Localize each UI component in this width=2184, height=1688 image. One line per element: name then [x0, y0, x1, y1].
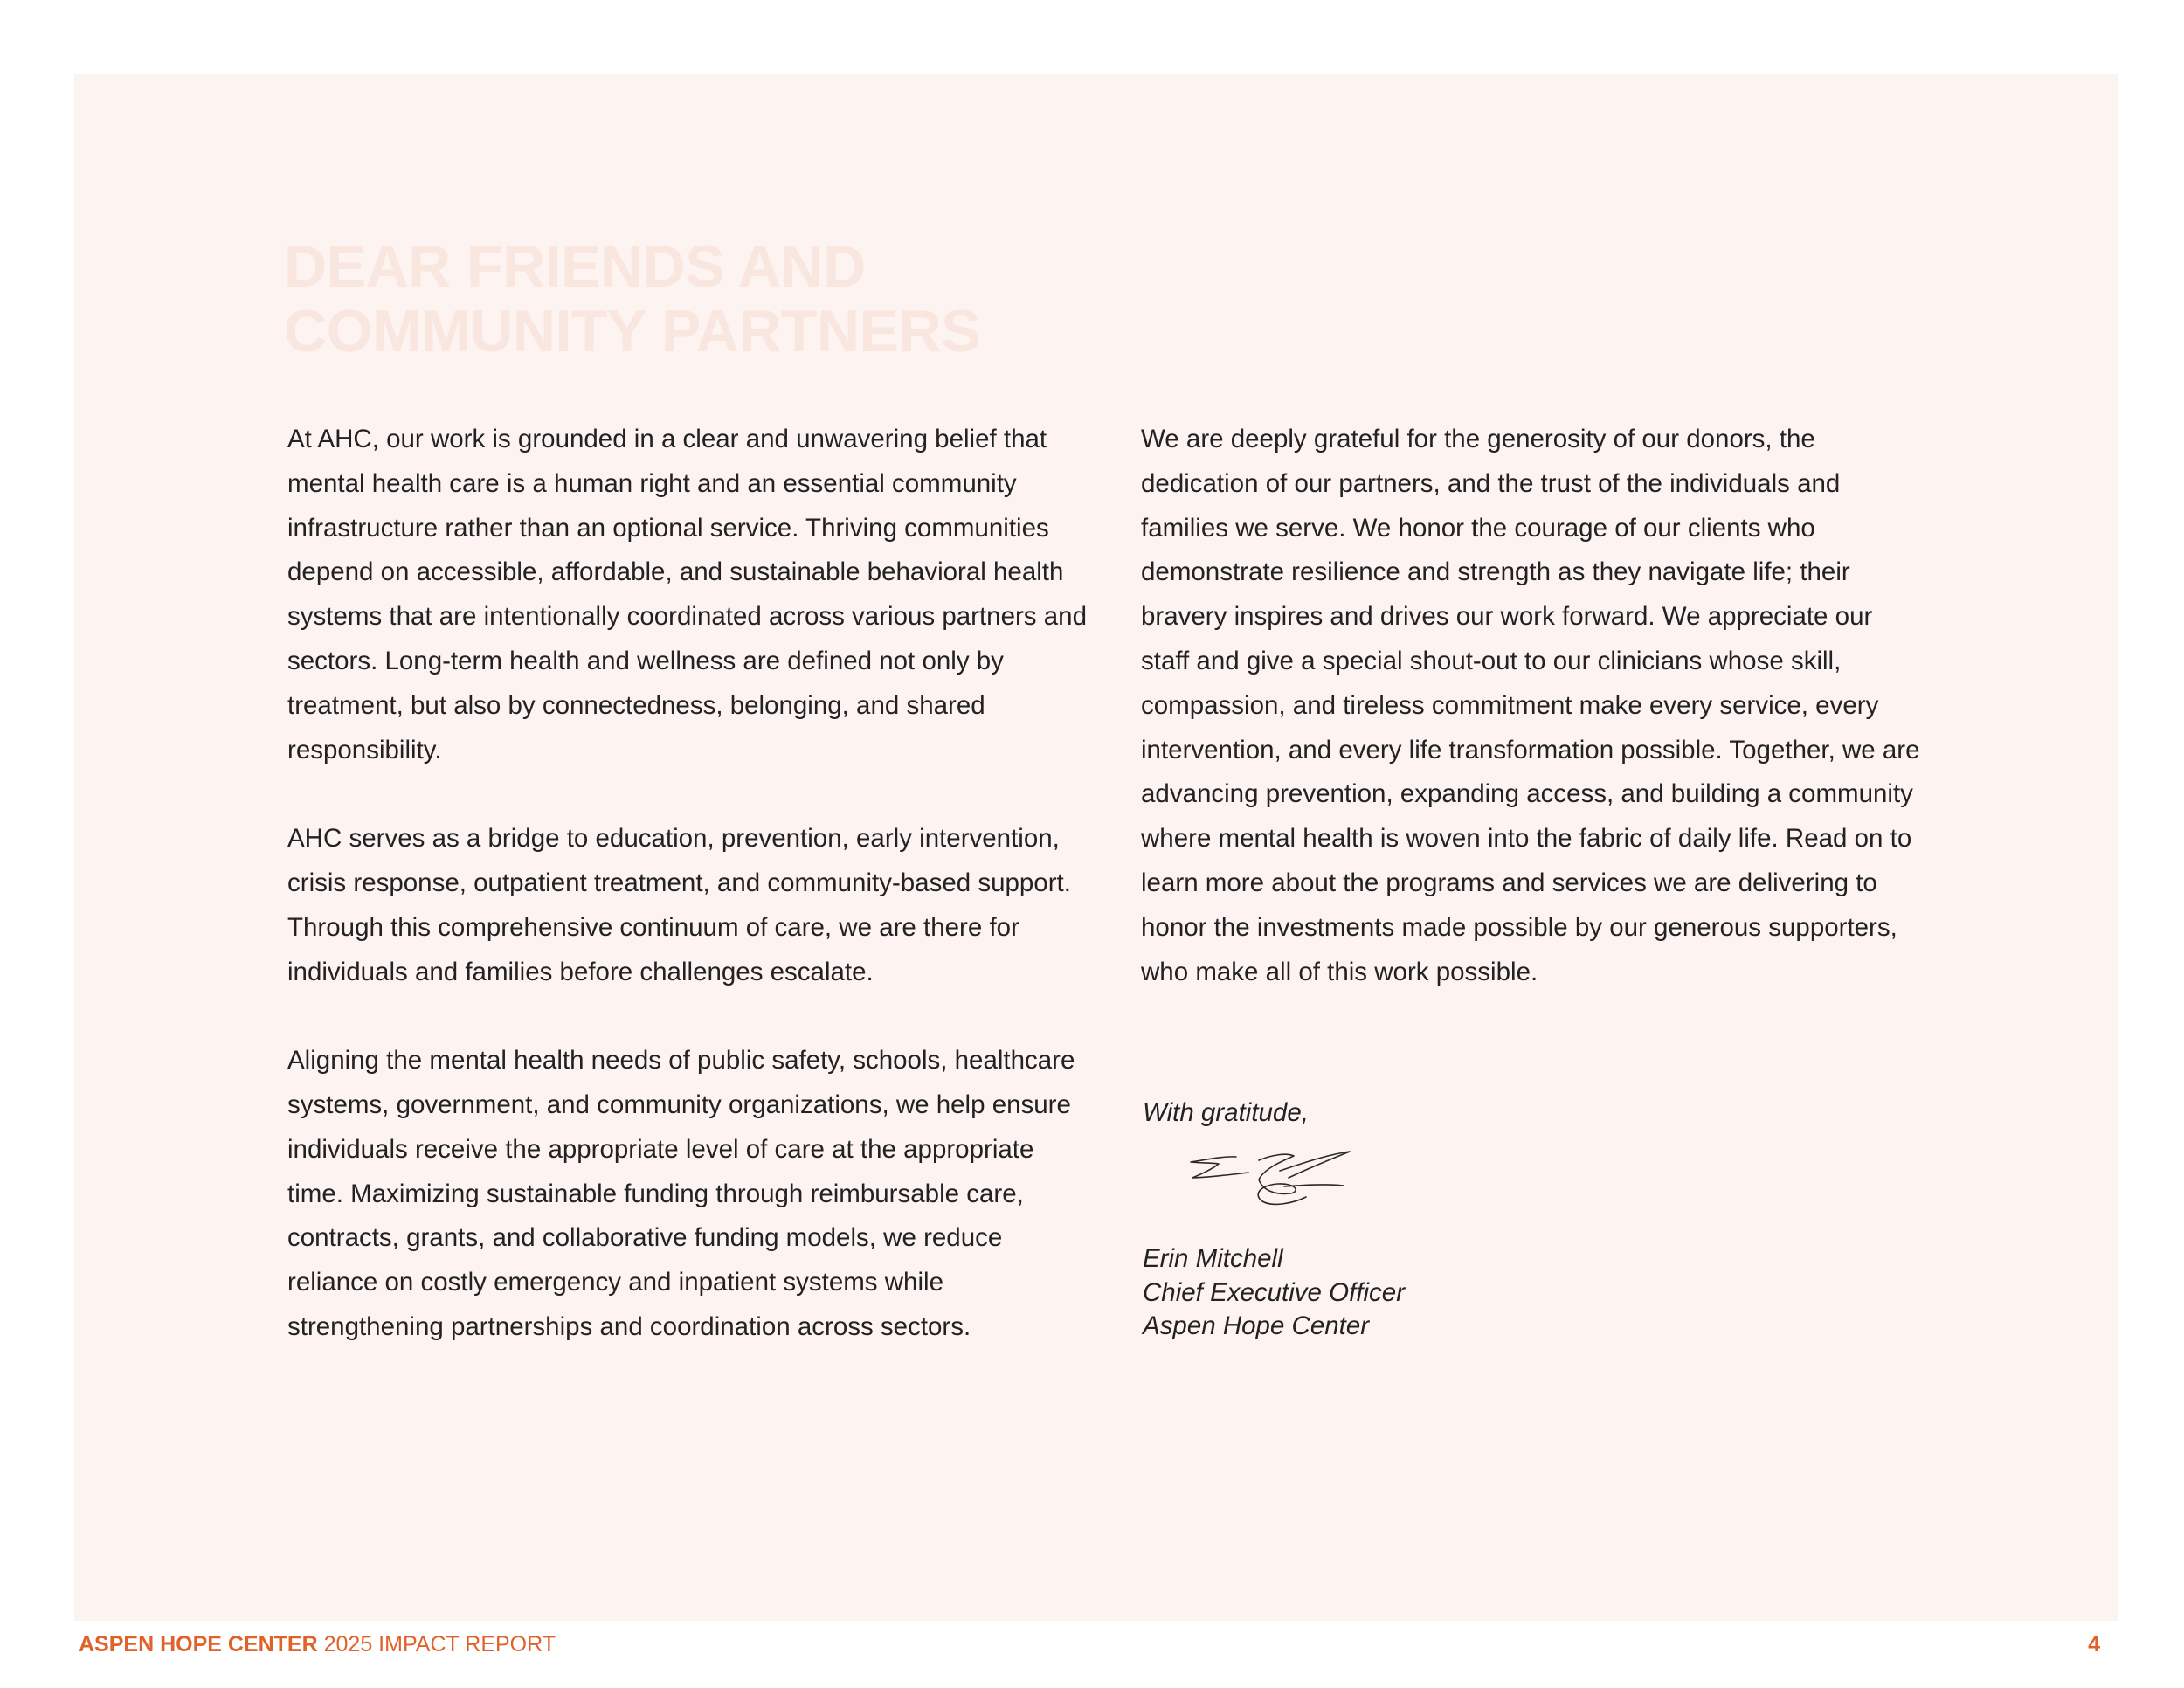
- footer-report-label: 2025 IMPACT REPORT: [323, 1632, 556, 1657]
- page-heading: [284, 234, 980, 363]
- paragraph: AHC serves as a bridge to education, prevention, early intervention, crisis response, outpatient treatment, and community-based support. Through this comprehensive continuum of care, we are there for individuals and families before challenges escalate.: [287, 824, 1071, 986]
- footer: [79, 1630, 556, 1658]
- signature-block: [1143, 1242, 1405, 1344]
- closing-salutation: With gratitude,: [1143, 1098, 1309, 1127]
- heading-line-1: DEAR FRIENDS AND: [284, 233, 866, 300]
- signatory-title: Chief Executive Officer: [1143, 1277, 1406, 1307]
- page-number: 4: [2088, 1632, 2100, 1657]
- heading-line-2: COMMUNITY PARTNERS: [284, 298, 980, 364]
- right-column: [1141, 418, 1927, 994]
- left-column: [287, 418, 1091, 1350]
- paragraph: Aligning the mental health needs of public safety, schools, healthcare systems, government, and community organizations, we help ensure individuals receive the appropriate level of care at the appropriate time. Maximizing sustainable funding through reimbursable care, contracts, grants, and collaborative funding models, we reduce reliance on costly emergency and inpatient systems while strengthening partnerships and coordination across sectors.: [287, 1046, 1075, 1341]
- signatory-name: Erin Mitchell: [1143, 1244, 1283, 1273]
- footer-org-name: ASPEN HOPE CENTER: [79, 1632, 318, 1657]
- paragraph: We are deeply grateful for the generosity of our donors, the dedication of our partners, and the trust of the individuals and families we serve. We honor the courage of our clients who demonstrate resilience and strength as they navigate life; their bravery inspires and drives our work forward. We appreciate our staff and give a special shout-out to our clinicians whose skill, compassion, and tireless commitment make every service, every intervention, and every life transformation possible. Together, we are advancing prevention, expanding access, and building a community where mental health is woven into the fabric of daily life. Read on to learn more about the programs and services we are delivering to honor the investments made possible by our generous supporters, who make all of this work possible.: [1141, 425, 1920, 986]
- signatory-organization: Aspen Hope Center: [1143, 1311, 1370, 1340]
- paragraph: At AHC, our work is grounded in a clear and unwavering belief that mental health care is a human right and an essential community infrastructure rather than an optional service. Thriving communities depend on accessible, affordable, and sustainable behavioral health systems that are intentionally coordinated across various partners and sectors. Long-term health and wellness are defined not only by treatment, but also by connectedness, belonging, and shared responsibility.: [287, 425, 1087, 764]
- signature-icon: [1184, 1145, 1358, 1232]
